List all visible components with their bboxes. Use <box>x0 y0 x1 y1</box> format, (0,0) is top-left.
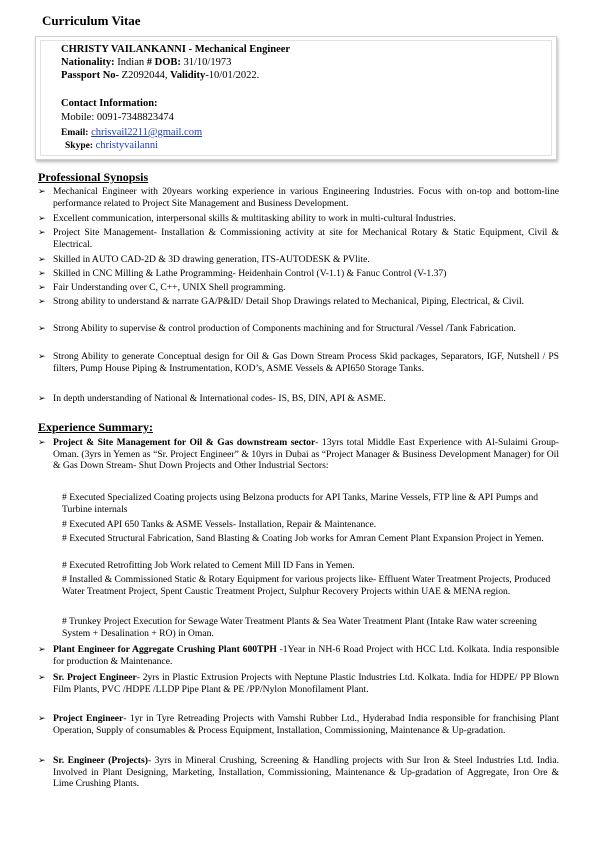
sub-item: # Trunkey Project Execution for Sewage Water Treatment Plants & Sea Water Treatment Plant (Intake Raw water screening System + Desalination + RO) in Oman. <box>62 616 537 639</box>
list-item: Fair Understanding over C, C++, UNIX Shell programming. <box>53 282 286 293</box>
arrow-bullet-icon: ➢ <box>38 755 46 765</box>
arrow-bullet-icon: ➢ <box>38 296 46 306</box>
list-item: Strong Ability to supervise & control production of Components machining and for Structural /Vessel /Tank Fabrication. <box>53 323 516 334</box>
list-item: Mechanical Engineer with 20years working experience in various Engineering Industries. Focus with on-top and bottom-line performance related to Project Site Management and Business Development. <box>53 186 559 209</box>
experience-item: Project & Site Management for Oil & Gas downstream sector- 13yrs total Middle East Experience with Al-Sulaimi Group- Oman. (3yrs in Yemen as “Sr. Project Engineer” & 10yrs in Dubai as “Project Manager & Business Development Manager) for Oil & Gas Down Stream- Shut Down Projects and Other Industrial Sectors: <box>53 437 559 472</box>
list-item: Strong ability to understand & narrate GA/P&ID/ Detail Shop Drawings related to Mechanical, Piping, Electrical, & Civil. <box>53 296 525 307</box>
name-line: CHRISTY VAILANKANNI - Mechanical Engineer <box>61 44 291 55</box>
page-title: Curriculum Vitae <box>42 13 141 28</box>
arrow-bullet-icon: ➢ <box>38 713 46 723</box>
arrow-bullet-icon: ➢ <box>38 351 46 361</box>
list-item: Skilled in AUTO CAD-2D & 3D drawing generation, ITS-AUTODESK & PVlite. <box>53 254 370 265</box>
arrow-bullet-icon: ➢ <box>38 672 46 682</box>
list-item: Skilled in CNC Milling & Lathe Programming- Heidenhain Control (V-1.1) & Fanuc Control (V-1.37) <box>53 268 447 279</box>
experience-heading: Experience Summary: <box>38 420 153 434</box>
experience-item: Sr. Engineer (Projects)- 3yrs in Mineral Crushing, Screening & Handling projects with Sur Iron & Steel Industries Ltd. India. Involved in Plant Designing, Marketing, Installation, Commissioning, Maintenance & Up-gradation of Aggregate, Iron Ore & Lime Crushing Plants. <box>53 755 559 790</box>
arrow-bullet-icon: ➢ <box>38 186 46 196</box>
sub-item: # Executed Specialized Coating projects using Belzona products for API Tanks, Marine Vessels, FTP line & API Pumps and Turbine internals <box>62 492 539 515</box>
email-line: Email: chrisvail2211@gmail.com <box>61 127 203 138</box>
list-item: Project Site Management- Installation & Commissioning activity at site for Mechanical Rotary & Static Equipment, Civil & Electrical. <box>53 227 559 250</box>
arrow-bullet-icon: ➢ <box>38 644 46 654</box>
arrow-bullet-icon: ➢ <box>38 268 46 278</box>
experience-item: Project Engineer- 1yr in Tyre Retreading Projects with Vamshi Rubber Ltd., Hyderabad India responsible for franchising Plant Operation, Supply of consumables & Process Equipment, Installation, Commissioning, Maintenance & Up-gradation. <box>53 713 559 736</box>
arrow-bullet-icon: ➢ <box>38 227 46 237</box>
sub-item: # Executed Structural Fabrication, Sand Blasting & Coating Job works for Amran Cement Plant Expansion Project in Yemen. <box>62 533 544 544</box>
arrow-bullet-icon: ➢ <box>38 437 46 447</box>
list-item: Excellent communication, interpersonal skills & multitasking ability to work in multi-cultural Industries. <box>53 213 456 224</box>
nationality-line: Nationality: Indian # DOB: 31/10/1973 <box>61 57 232 68</box>
skype-line: Skype: christyvailanni <box>65 140 159 151</box>
passport-line: Passport No- Z2092044, Validity-10/01/2022. <box>61 70 260 81</box>
arrow-bullet-icon: ➢ <box>38 282 46 292</box>
sub-item: # Installed & Commissioned Static & Rotary Equipment for various projects like- Effluent Water Treatment Projects, Produced Water Treatment Project, Spent Caustic Treatment Project, Sulphur Recovery Projects within UAE & MENA region. <box>62 574 551 597</box>
arrow-bullet-icon: ➢ <box>38 323 46 333</box>
email-link[interactable]: chrisvail2211@gmail.com <box>91 127 203 138</box>
arrow-bullet-icon: ➢ <box>38 393 46 403</box>
experience-item: Sr. Project Engineer- 2yrs in Plastic Extrusion Projects with Neptune Plastic Industries Ltd. Kolkata. India for HDPE/ PP Blown Film Plants, PVC /HDPE /LLDP Pipe Plant & PE /PP/Nylon Monofilament Plant. <box>53 672 559 695</box>
sub-item: # Executed API 650 Tanks & ASME Vessels- Installation, Repair & Maintenance. <box>62 519 377 530</box>
sub-item: # Executed Retrofitting Job Work related to Cement Mill ID Fans in Yemen. <box>62 560 355 571</box>
mobile-line: Mobile: 0091-7348823474 <box>61 112 174 123</box>
list-item: In depth understanding of National & International codes- IS, BS, DIN, API & ASME. <box>53 393 386 404</box>
list-item: Strong Ability to generate Conceptual design for Oil & Gas Down Stream Process Skid packages, Separators, IGF, Nutshell / PS filters, Pump House Piping & Instrumentation, KOD’s, ASME Vessels & API650 Storage Tanks. <box>53 351 559 374</box>
arrow-bullet-icon: ➢ <box>38 213 46 223</box>
contact-heading: Contact Information: <box>61 98 158 109</box>
arrow-bullet-icon: ➢ <box>38 254 46 264</box>
synopsis-heading: Professional Synopsis <box>38 170 149 184</box>
experience-item: Plant Engineer for Aggregate Crushing Plant 600TPH -1Year in NH-6 Road Project with HCC Ltd. Kolkata. India responsible for production & Maintenance. <box>53 644 559 667</box>
